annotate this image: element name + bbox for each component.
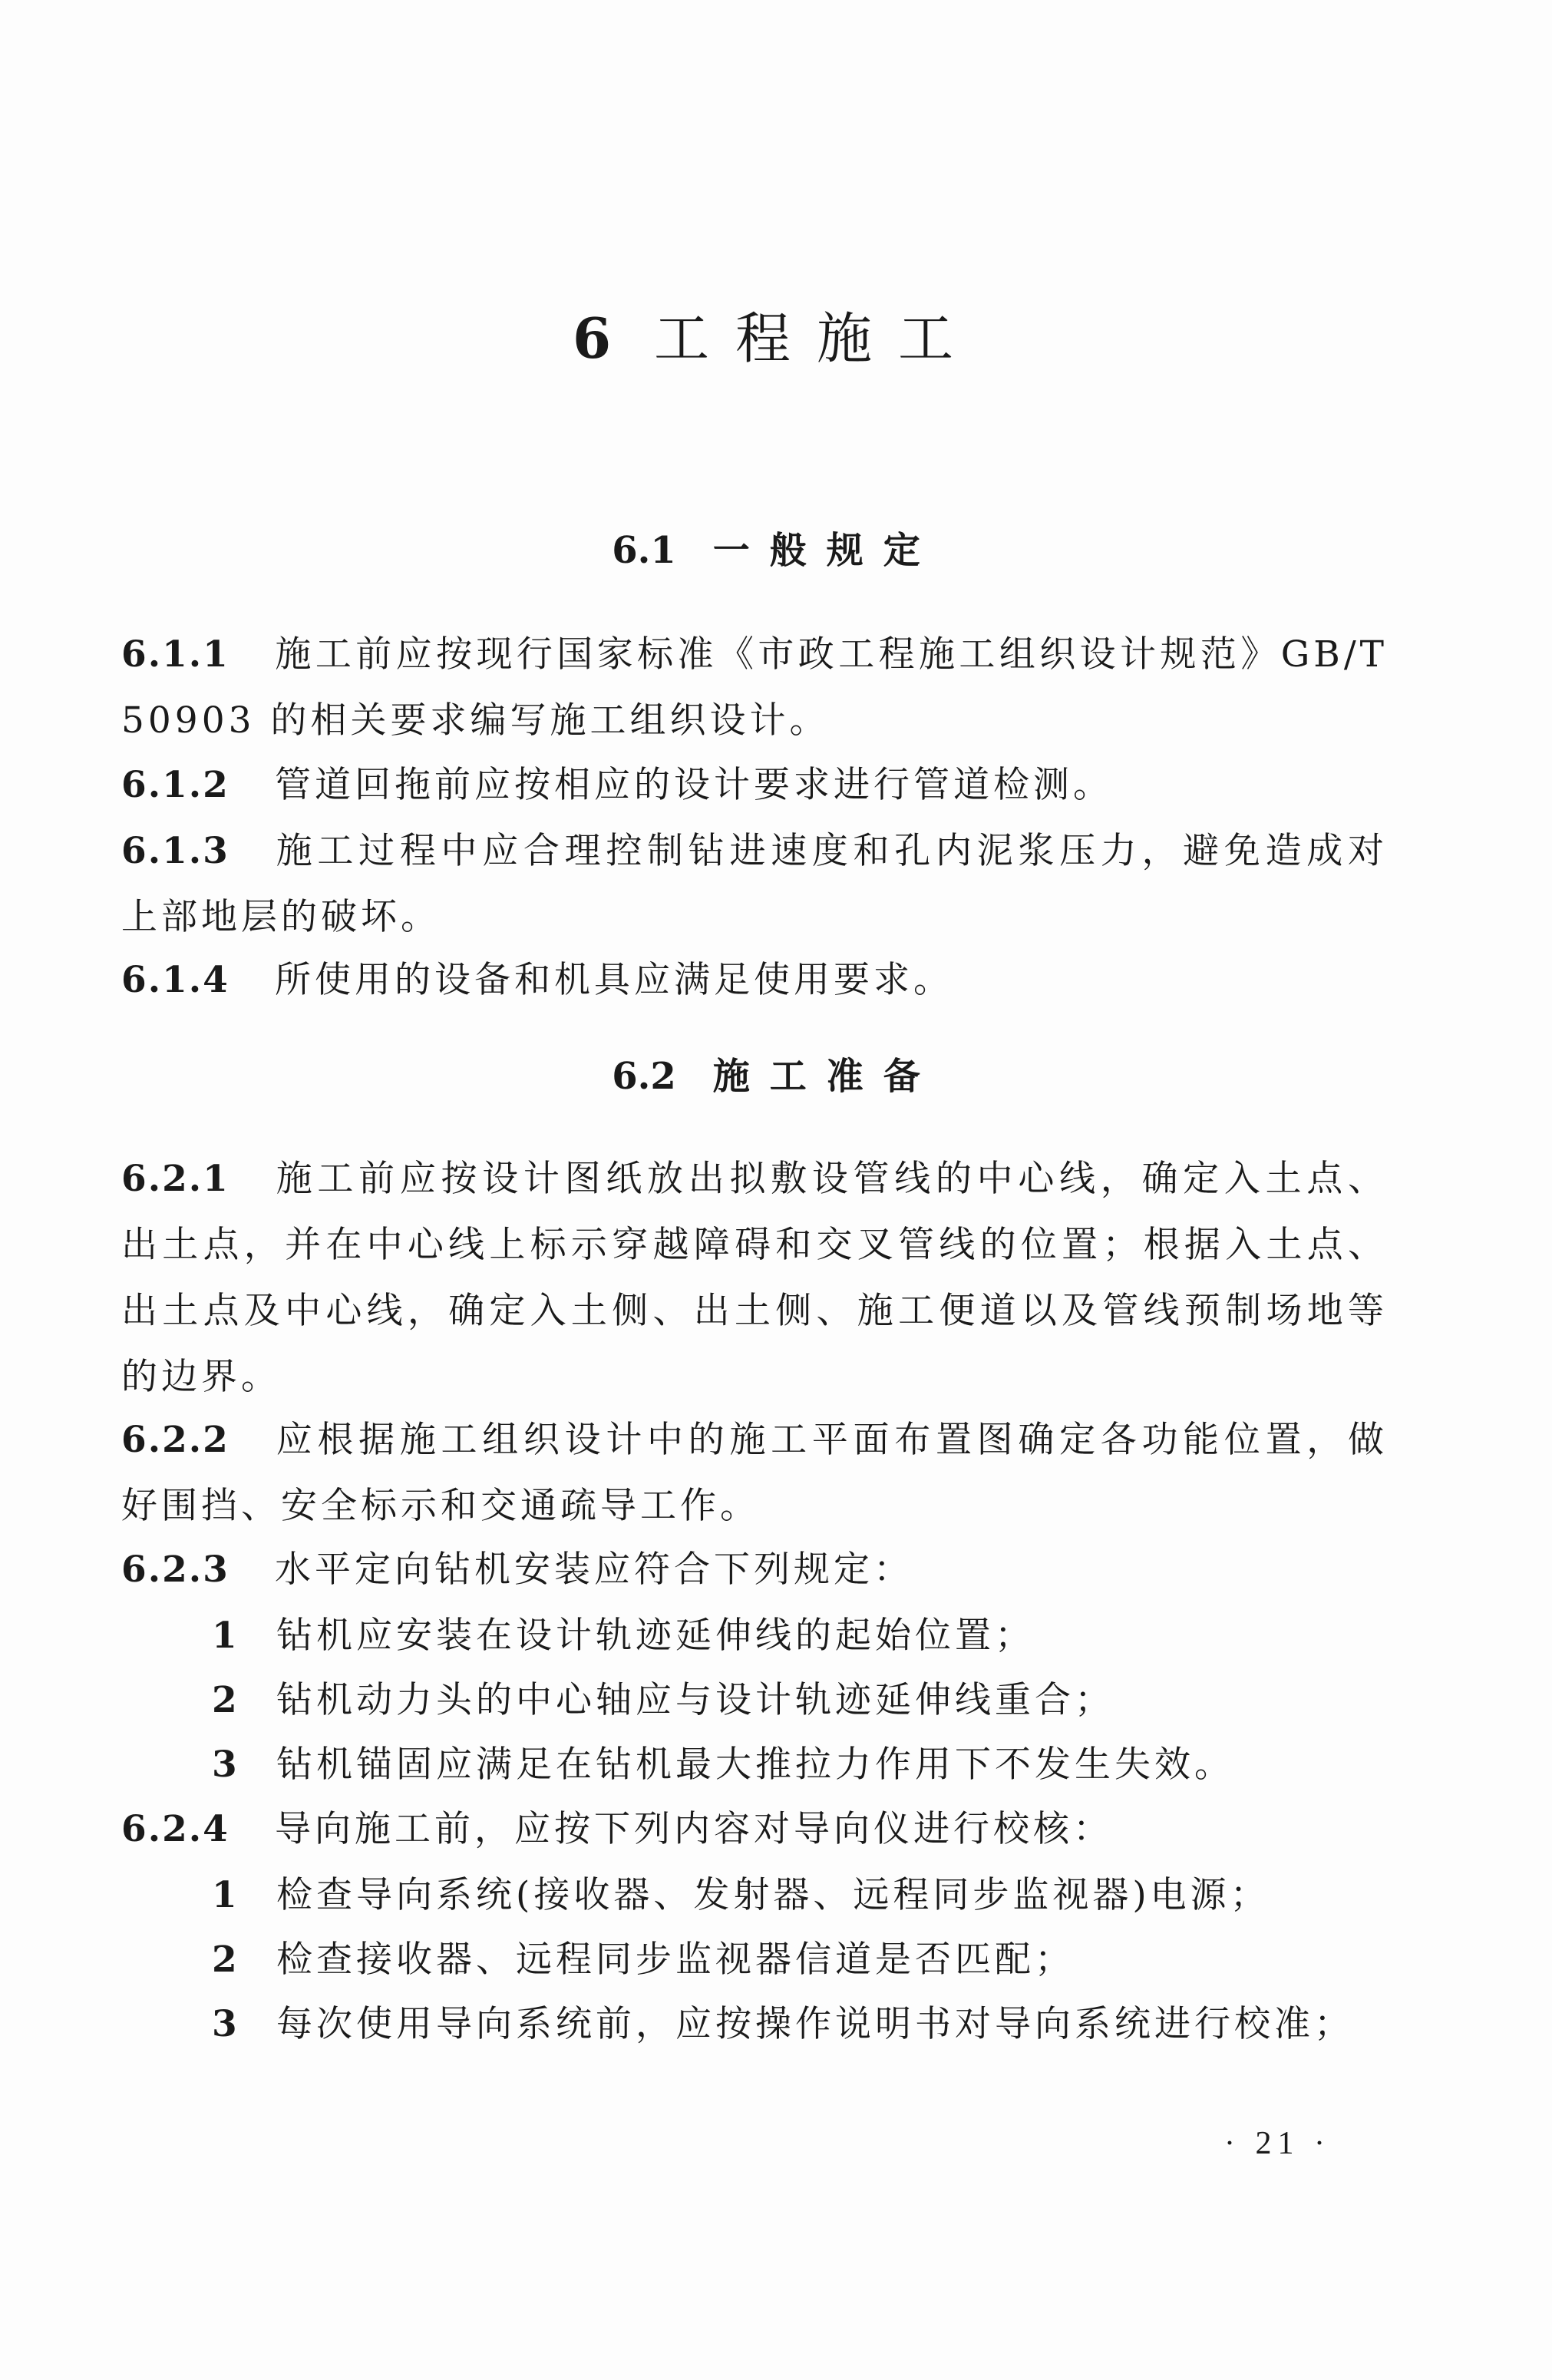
clause-text: 所使用的设备和机具应满足使用要求。 bbox=[275, 959, 953, 1001]
clause-number: 6.2.3 bbox=[121, 1549, 229, 1591]
item-number: 2 bbox=[212, 1939, 241, 1981]
clause-6-1-4 bbox=[121, 947, 1388, 1013]
clause-number: 6.1.1 bbox=[121, 633, 229, 676]
clause-text: 施工前应按设计图纸放出拟敷设管线的中心线，确定入土点、出土点，并在中心线上标示穿越障碍和交叉管线的位置；根据入土点、出土点及中心线，确定入土侧、出土侧、施工便道以及管线预制场地等的边界。 bbox=[121, 1158, 1388, 1398]
list-item bbox=[121, 1927, 1388, 1993]
item-number: 1 bbox=[212, 1615, 241, 1657]
item-text: 钻机动力头的中心轴应与设计轨迹延伸线重合； bbox=[276, 1679, 1114, 1721]
section-heading-6-1 bbox=[0, 529, 1552, 572]
item-number: 2 bbox=[212, 1679, 241, 1721]
list-item bbox=[121, 1992, 1388, 2058]
item-text: 钻机锚固应满足在钻机最大推拉力作用下不发生失效。 bbox=[276, 1744, 1234, 1786]
clause-text: 导向施工前，应按下列内容对导向仪进行校核： bbox=[275, 1808, 1113, 1850]
item-number: 3 bbox=[212, 1744, 241, 1786]
clause-6-2-2 bbox=[121, 1407, 1388, 1539]
chapter-number: 6 bbox=[572, 306, 612, 371]
clause-text: 施工过程中应合理控制钻进速度和孔内泥浆压力，避免造成对上部地层的破坏。 bbox=[121, 830, 1388, 938]
clause-number: 6.1.3 bbox=[121, 830, 229, 872]
item-text: 检查接收器、远程同步监视器信道是否匹配； bbox=[276, 1939, 1075, 1981]
item-number: 3 bbox=[212, 2003, 241, 2045]
list-item bbox=[121, 1863, 1388, 1929]
clause-number: 6.2.1 bbox=[121, 1158, 229, 1200]
clause-text: 施工前应按现行国家标准《市政工程施工组织设计规范》GB/T 50903 的相关要求编写施工组织设计。 bbox=[121, 633, 1388, 742]
list-item bbox=[121, 1668, 1388, 1734]
clause-6-2-4 bbox=[121, 1797, 1388, 1863]
clause-text: 管道回拖前应按相应的设计要求进行管道检测。 bbox=[275, 764, 1113, 806]
chapter-title bbox=[0, 306, 1552, 371]
clause-6-2-1 bbox=[121, 1146, 1388, 1410]
clause-6-1-3 bbox=[121, 818, 1388, 950]
clause-number: 6.1.2 bbox=[121, 764, 229, 806]
section-title-text: 施工准备 bbox=[712, 1055, 940, 1098]
clause-6-1-1 bbox=[121, 622, 1388, 754]
clause-text: 水平定向钻机安装应符合下列规定： bbox=[275, 1549, 913, 1591]
item-number: 1 bbox=[212, 1874, 241, 1916]
item-text: 钻机应安装在设计轨迹延伸线的起始位置； bbox=[276, 1615, 1035, 1657]
clause-6-2-3 bbox=[121, 1537, 1388, 1603]
chapter-title-text: 工程施工 bbox=[654, 306, 980, 371]
section-title-text: 一般规定 bbox=[712, 529, 940, 572]
page-number: · 21 · bbox=[1224, 2126, 1331, 2161]
section-number: 6.2 bbox=[612, 1055, 676, 1098]
item-text: 检查导向系统(接收器、发射器、远程同步监视器)电源； bbox=[276, 1874, 1270, 1916]
clause-number: 6.2.2 bbox=[121, 1419, 229, 1461]
clause-number: 6.2.4 bbox=[121, 1808, 229, 1850]
clause-text: 应根据施工组织设计中的施工平面布置图确定各功能位置，做好围挡、安全标示和交通疏导工作。 bbox=[121, 1419, 1388, 1527]
list-item bbox=[121, 1732, 1388, 1798]
item-text: 每次使用导向系统前，应按操作说明书对导向系统进行校准； bbox=[276, 2003, 1354, 2045]
list-item bbox=[121, 1603, 1388, 1669]
section-heading-6-2 bbox=[0, 1055, 1552, 1098]
clause-number: 6.1.4 bbox=[121, 959, 229, 1001]
clause-6-1-2 bbox=[121, 752, 1388, 818]
section-number: 6.1 bbox=[612, 529, 676, 572]
